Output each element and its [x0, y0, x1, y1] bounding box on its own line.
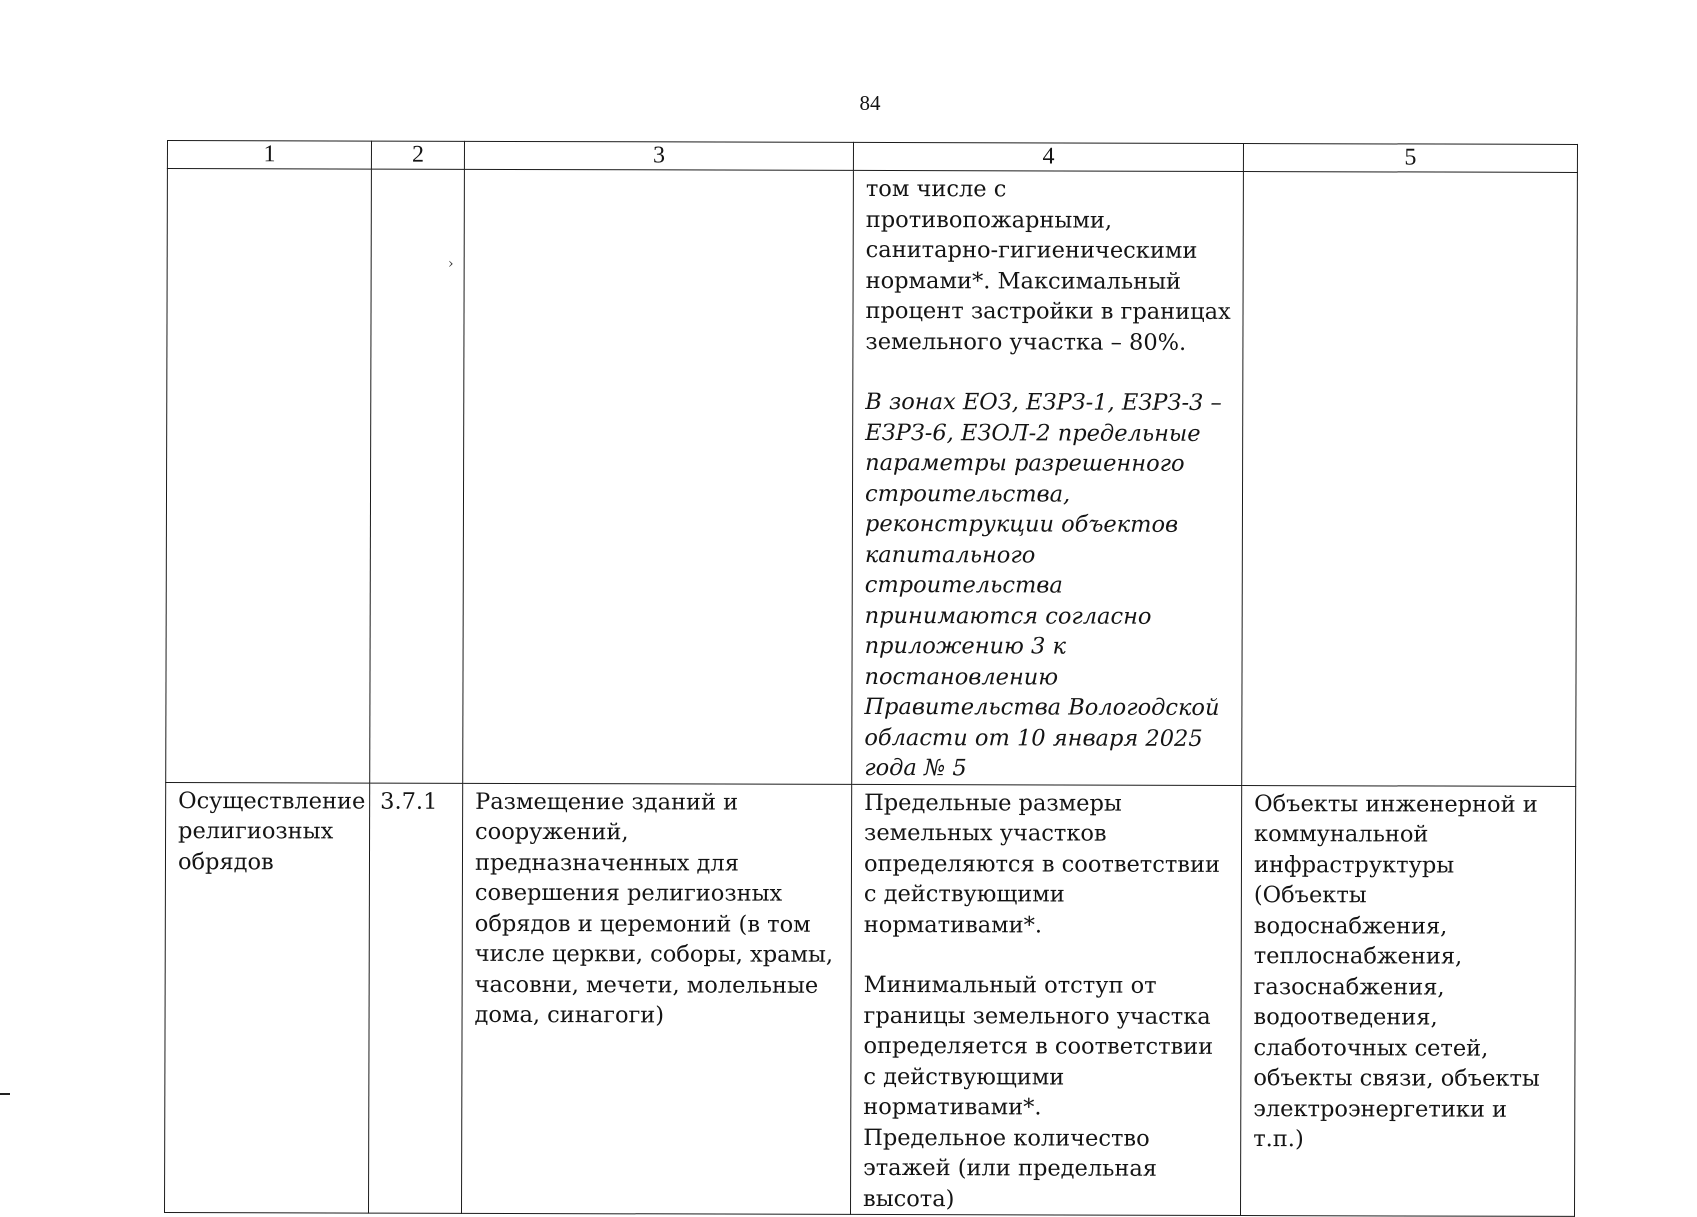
continuation-regulation-text: том числе с противопожарными, санитарно-гигиеническими нормами*. Максимальный процент застройки в границах земельного участка – 80%. — [865, 175, 1231, 356]
cell-continuation-col-3 — [463, 169, 854, 784]
table-row — [165, 782, 1576, 1216]
cell-land-use-code: 3.7.1 — [369, 783, 463, 1214]
floors-limit-text: Предельное количество этажей (или предельная высота) — [863, 1124, 1158, 1212]
paragraph-gap — [865, 357, 1232, 388]
cell-continuation-col-5 — [1242, 172, 1578, 786]
table-row-continuation — [166, 169, 1578, 786]
land-use-description-text: Размещение зданий и сооружений, предназначенных для совершения религиозных обрядов и церемоний (в том числе церкви, соборы, храмы, часовни, мечети, молельные дома, синагоги) — [474, 788, 834, 1029]
zoning-regulations-table — [164, 140, 1578, 1217]
margin-dash — [0, 1093, 10, 1095]
cell-land-use-name: Осуществление религиозных обрядов — [165, 782, 370, 1213]
header-col-4: 4 — [853, 142, 1243, 171]
cell-land-use-description — [462, 783, 852, 1215]
header-col-5: 5 — [1243, 144, 1577, 173]
header-col-3: 3 — [464, 141, 853, 170]
continuation-zones-italic-text: В зонах ЕОЗ, ЕЗРЗ-1, ЕЗРЗ-3 – ЕЗРЗ-6, ЕЗОЛ-2 предельные параметры разрешенного строительства, реконструкции объектов капитального строительства принимаются согласно приложению 3 к постановлению Правительства Вологодской области от 10 января 2025 года № 5 — [864, 388, 1222, 782]
table-header-row — [167, 141, 1577, 173]
plot-size-text: Предельные размеры земельных участков определяются в соответствии с действующими нормативами*. — [863, 789, 1221, 938]
paragraph-gap — [864, 940, 1231, 971]
cell-building-parameters — [851, 784, 1242, 1216]
cell-continuation-col-1 — [166, 169, 372, 783]
page-number: 84 — [859, 91, 881, 115]
cell-continuation-col-4 — [852, 170, 1244, 785]
cell-auxiliary-uses: Объекты инженерной и коммунальной инфраструктуры (Объекты водоснабжения, теплоснабжения, газоснабжения, водоотведения, слаботочных сетей, объекты связи, объекты электроэнергетики и т.п.) — [1241, 785, 1576, 1216]
stray-mark: › — [448, 256, 454, 272]
setback-text: Минимальный отступ от границы земельного участка определяется в соответствии с действующими нормативами*. — [863, 971, 1214, 1121]
header-col-2: 2 — [371, 141, 464, 169]
header-col-1: 1 — [167, 141, 371, 170]
